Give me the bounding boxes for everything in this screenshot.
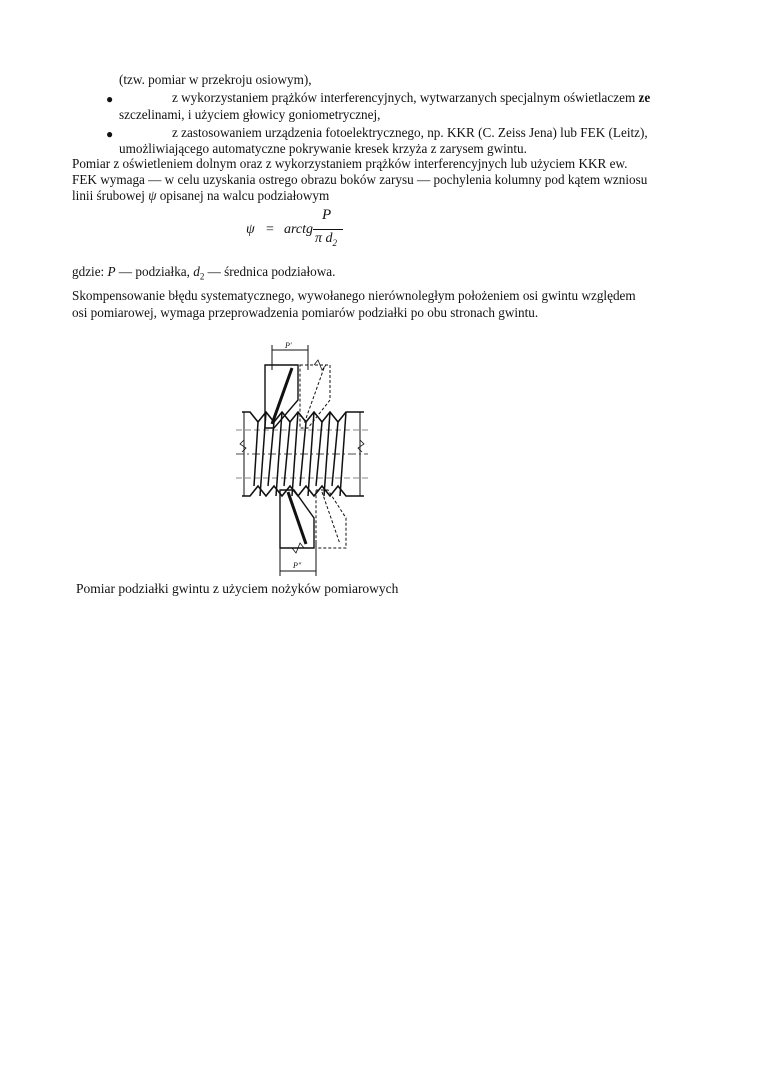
list-item-2-line2: szczelinami, i użyciem głowicy goniometrycznej, [119,107,381,122]
where-prefix: gdzie: [72,264,108,279]
where-p-desc: — podziałka, [115,264,194,279]
figure-caption: Pomiar podziałki gwintu z użyciem nożyków pomiarowych [76,581,399,596]
formula-pi: π [315,231,323,246]
list-item-2-line1 [172,90,650,106]
label-p-prime: P' [285,341,292,350]
paragraph-1-line1: Pomiar z oświetleniem dolnym oraz z wykorzystaniem prążków interferencyjnych lub użyciem KKR ew. [72,156,628,171]
psi-symbol: ψ [148,188,157,203]
list-item-3-line1: z zastosowaniem urządzenia fotoelektrycznego, np. KKR (C. Zeiss Jena) lub FEK (Leitz), [172,125,648,140]
where-d-desc: — średnica podziałowa. [204,264,336,279]
bottom-knife-solid [280,490,314,548]
left-break-mark [240,440,246,452]
bullet-icon: ● [106,92,114,106]
list-item-3-line2: umożliwiającego automatyczne pokrywanie kresek krzyża z zarysem gwintu. [119,141,527,156]
formula-d-subscript: 2 [332,237,338,248]
paragraph-1-line3-post: opisanej na walcu podziałowym [156,188,330,203]
paragraph-1-line2: FEK wymaga — w celu uzyskania ostrego obrazu boków zarysu — pochylenia kolumny pod kątem wzniosu [72,172,648,187]
formula-lhs: ψ [246,222,255,237]
formula-d: d [325,231,333,246]
formula-numerator: P [322,207,332,223]
right-break-mark [358,440,364,452]
label-p-double-prime: P" [293,561,302,570]
formula-function: arctg [284,222,314,237]
paragraph-2-line2: osi pomiarowej, wymaga przeprowadzenia pomiarów podziałki po obu stronach gwintu. [72,305,539,320]
bullet-icon: ● [106,127,114,141]
where-clause [72,264,335,285]
formula-psi [244,207,374,258]
list-item-2-text: z wykorzystaniem prążków interferencyjnych, wytwarzanych specjalnym oświetlaczem [172,90,639,105]
paragraph-1-line3 [72,188,329,204]
where-d-subscript: 2 [199,271,205,282]
paragraph-1-line3-pre: linii śrubowej [72,188,149,203]
list-item-2-bold: ze [638,90,651,105]
formula-denominator [315,231,337,248]
bottom-knife-dashed [316,490,346,548]
list-item-1-continuation: (tzw. pomiar w przekroju osiowym), [119,72,312,87]
fraction-bar [313,229,343,230]
formula-equals: = [266,222,274,237]
paragraph-2-line1: Skompensowanie błędu systematycznego, wywołanego nierównoległym położeniem osi gwintu względem [72,288,636,303]
thread-pitch-diagram [232,340,372,580]
where-p-symbol: P [107,264,116,279]
where-d-symbol: d [193,264,200,279]
